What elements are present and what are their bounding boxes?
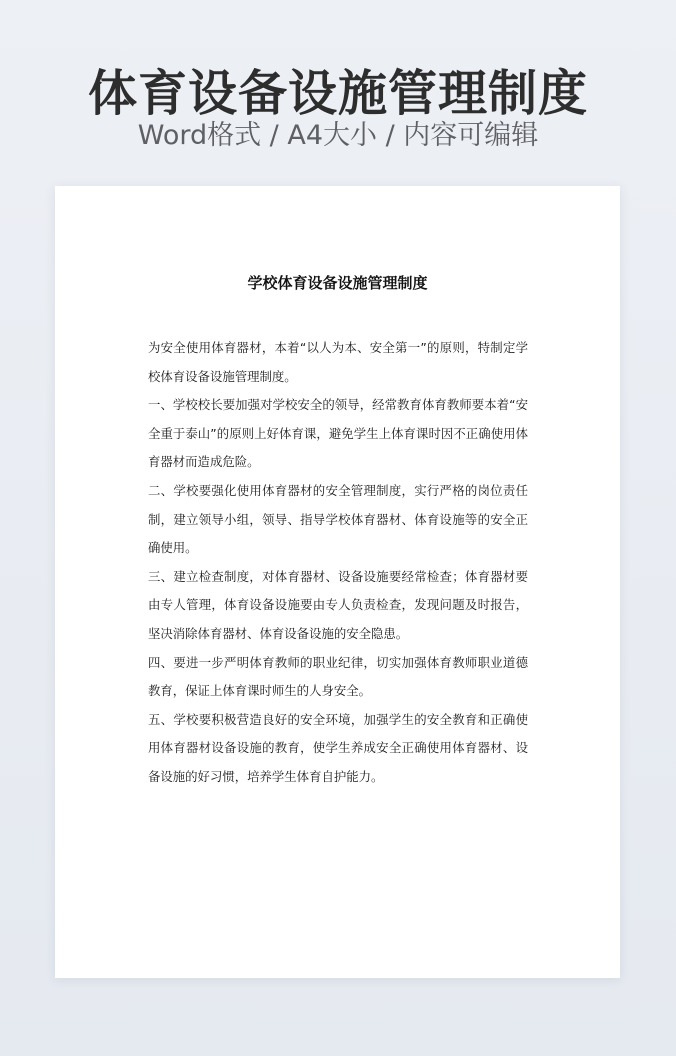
document-page [55,186,620,978]
document-title: 学校体育设备设施管理制度 [247,274,428,292]
document-paragraph: 四、要进一步严明体育教师的职业纪律，切实加强体育教师职业道德教育，保证上体育课时师生的人身安全。 [148,654,528,699]
promo-title: 体育设备设施管理制度 [87,65,588,122]
document-paragraph: 为安全使用体育器材，本着“以人为本、安全第一”的原则，特制定学校体育设备设施管理制度。 [148,340,528,384]
document-paragraph: 一、学校校长要加强对学校安全的领导，经常教育体育教师要本着“安全重于泰山”的原则上好体育课，避免学生上体育课时因不正确使用体育器材而造成危险。 [148,397,528,470]
promo-subtitle: Word格式 / A4大小 / 内容可编辑 [137,120,539,151]
document-paragraph: 二、学校要强化使用体育器材的安全管理制度，实行严格的岗位责任制，建立领导小组，领导、指导学校体育器材、体育设施等的安全正确使用。 [148,482,528,556]
document-body [148,334,528,792]
document-paragraph: 五、学校要积极营造良好的安全环境，加强学生的安全教育和正确使用体育器材设备设施的教育，使学生养成安全正确使用体育器材、设备设施的好习惯，培养学生体育自护能力。 [148,711,528,784]
document-paragraph: 三、建立检查制度，对体育器材、设备设施要经常检查；体育器材要由专人管理，体育设备设施要由专人负责检查，发现问题及时报告，坚决消除体育器材、体育设备设施的安全隐患。 [148,568,528,641]
